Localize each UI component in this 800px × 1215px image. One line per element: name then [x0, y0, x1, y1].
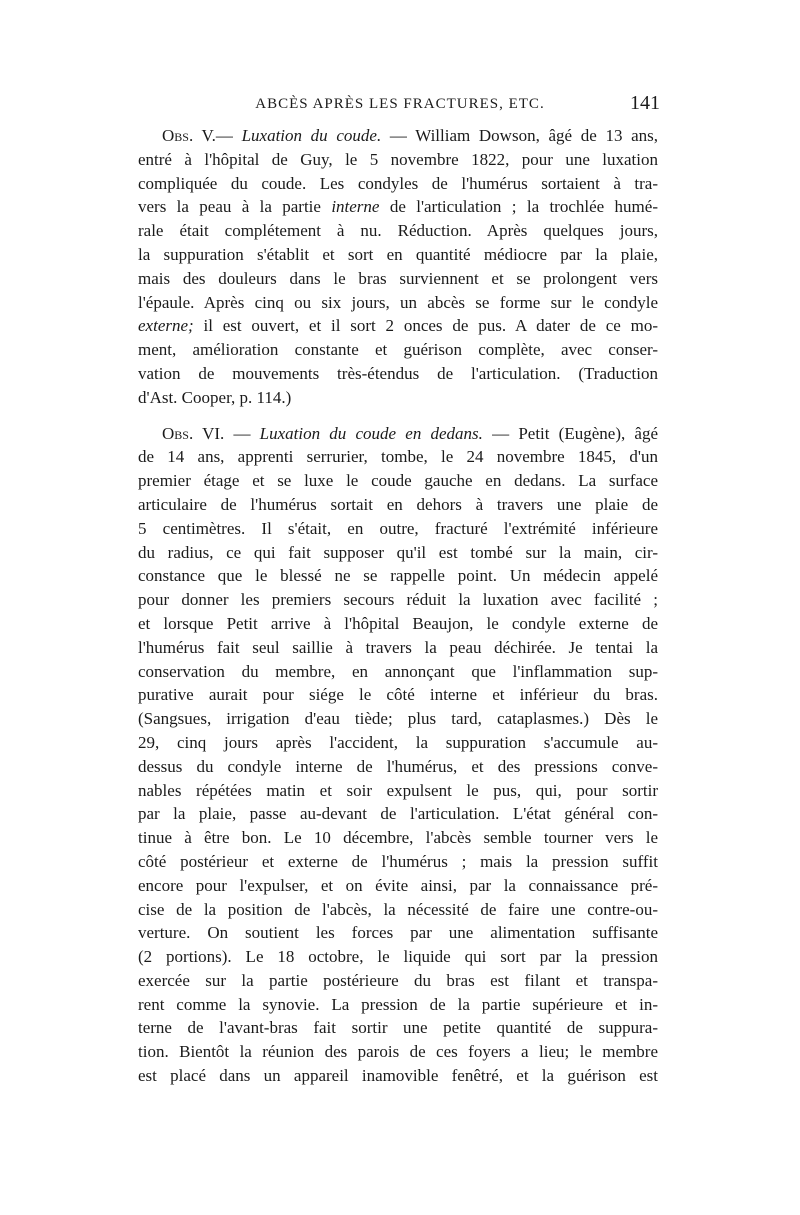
italic-word: interne: [331, 197, 380, 217]
text-line: Obs. V.— Luxation du coude. — William Dowson, âgé de 13 ans,: [162, 126, 659, 145]
observation-5: [138, 124, 658, 410]
text-line: ment, amélioration constante et guérison complète, avec conser-: [138, 340, 658, 360]
text-line: cise de la position de l'abcès, la nécessité de faire une contre-ou-: [138, 899, 658, 919]
text-line: conservation du membre, en annonçant que l'inflammation sup-: [138, 661, 658, 681]
text-column: [138, 124, 658, 1088]
text-line: tion. Bientôt la réunion des parois de ces foyers a lieu; le membre: [138, 1042, 658, 1062]
obs-label: Obs. V.: [162, 126, 216, 145]
obs-title: Luxation du coude.: [241, 126, 382, 145]
text-line: du radius, ce qui fait supposer qu'il est tombé sur la main, cir-: [138, 542, 658, 562]
text-line: nables répétées matin et soir expulsent le pus, qui, pour sortir: [138, 780, 658, 800]
text-line: purative aurait pour siége le côté interne et inférieur du bras.: [138, 685, 658, 705]
text-line: Obs. VI. — Luxation du coude en dedans. — Petit (Eugène), âgé: [162, 423, 659, 443]
text-line: constance que le blessé ne se rappelle point. Un médecin appelé: [138, 566, 658, 586]
text-line: dessus du condyle interne de l'humérus, et des pressions conve-: [138, 756, 658, 776]
text-line: 5 centimètres. Il s'était, en outre, fracturé l'extrémité inférieure: [138, 518, 658, 538]
text-line: verture. On soutient les forces par une alimentation suffisante: [138, 923, 658, 943]
text-line: mais des douleurs dans le bras surviennent et se prolongent vers: [138, 268, 658, 288]
text-line: vation de mouvements très-étendus de l'articulation. (Traduction: [138, 363, 658, 383]
text-line: rale était complétement à nu. Réduction. Après quelques jours,: [138, 221, 658, 241]
text-line: (2 portions). Le 18 octobre, le liquide qui sort par la pression: [138, 947, 658, 967]
text-line: compliquée du coude. Les condyles de l'humérus sortaient à tra-: [138, 173, 658, 193]
page-number: 141: [630, 92, 660, 114]
text-line: l'humérus fait seul saillie à travers la peau déchirée. Je tentai la: [138, 637, 658, 657]
text-line: premier étage et se luxe le coude gauche en dedans. La surface: [138, 471, 658, 491]
text-line: terne de l'avant-bras fait sortir une petite quantité de suppura-: [138, 1018, 658, 1038]
text-line: encore pour l'expulser, et on évite ainsi, par la connaissance pré-: [138, 875, 658, 895]
running-head: [140, 92, 660, 122]
text-line: 29, cinq jours après l'accident, la suppuration s'accumule au-: [138, 732, 658, 752]
text-line: la suppuration s'établit et sort en quantité médiocre par la plaie,: [138, 244, 658, 264]
text-line: d'Ast. Cooper, p. 114.): [138, 387, 292, 407]
text-line: (Sangsues, irrigation d'eau tiède; plus tard, cataplasmes.) Dès le: [138, 709, 658, 729]
text-line: entré à l'hôpital de Guy, le 5 novembre 1822, pour une luxation: [138, 149, 658, 169]
text-line: et lorsque Petit arrive à l'hôpital Beaujon, le condyle externe de: [138, 613, 658, 633]
obs-title: Luxation du coude en dedans.: [259, 423, 483, 443]
text-line: externe; il est ouvert, et il sort 2 onces de pus. A dater de ce mo-: [138, 316, 658, 336]
text-line: par la plaie, passe au-devant de l'articulation. L'état général con-: [138, 804, 658, 824]
text-line: l'épaule. Après cinq ou six jours, un abcès se forme sur le condyle: [138, 292, 658, 312]
running-title: ABCÈS APRÈS LES FRACTURES, ETC.: [255, 96, 545, 112]
observation-6: [138, 422, 658, 1088]
text-line: est placé dans un appareil inamovible fenêtré, et la guérison est: [138, 1066, 658, 1086]
text-line: exercée sur la partie postérieure du bras est filant et transpa-: [138, 970, 658, 990]
text-line: rent comme la synovie. La pression de la partie supérieure et in-: [138, 994, 658, 1014]
text-line: de 14 ans, apprenti serrurier, tombe, le 24 novembre 1845, d'un: [138, 447, 658, 467]
text-line: côté postérieur et externe de l'humérus ; mais la pression suffit: [138, 851, 658, 871]
obs-label: Obs. VI.: [162, 423, 225, 443]
text-line: tinue à être bon. Le 10 décembre, l'abcès semble tourner vers le: [138, 828, 658, 848]
text-line: vers la peau à la partie interne de l'articulation ; la trochlée humé-: [138, 197, 658, 217]
italic-word: externe;: [138, 316, 194, 336]
text-line: pour donner les premiers secours réduit la luxation avec facilité ;: [138, 590, 658, 610]
text-line: articulaire de l'humérus sortait en dehors à travers une plaie de: [138, 494, 658, 514]
